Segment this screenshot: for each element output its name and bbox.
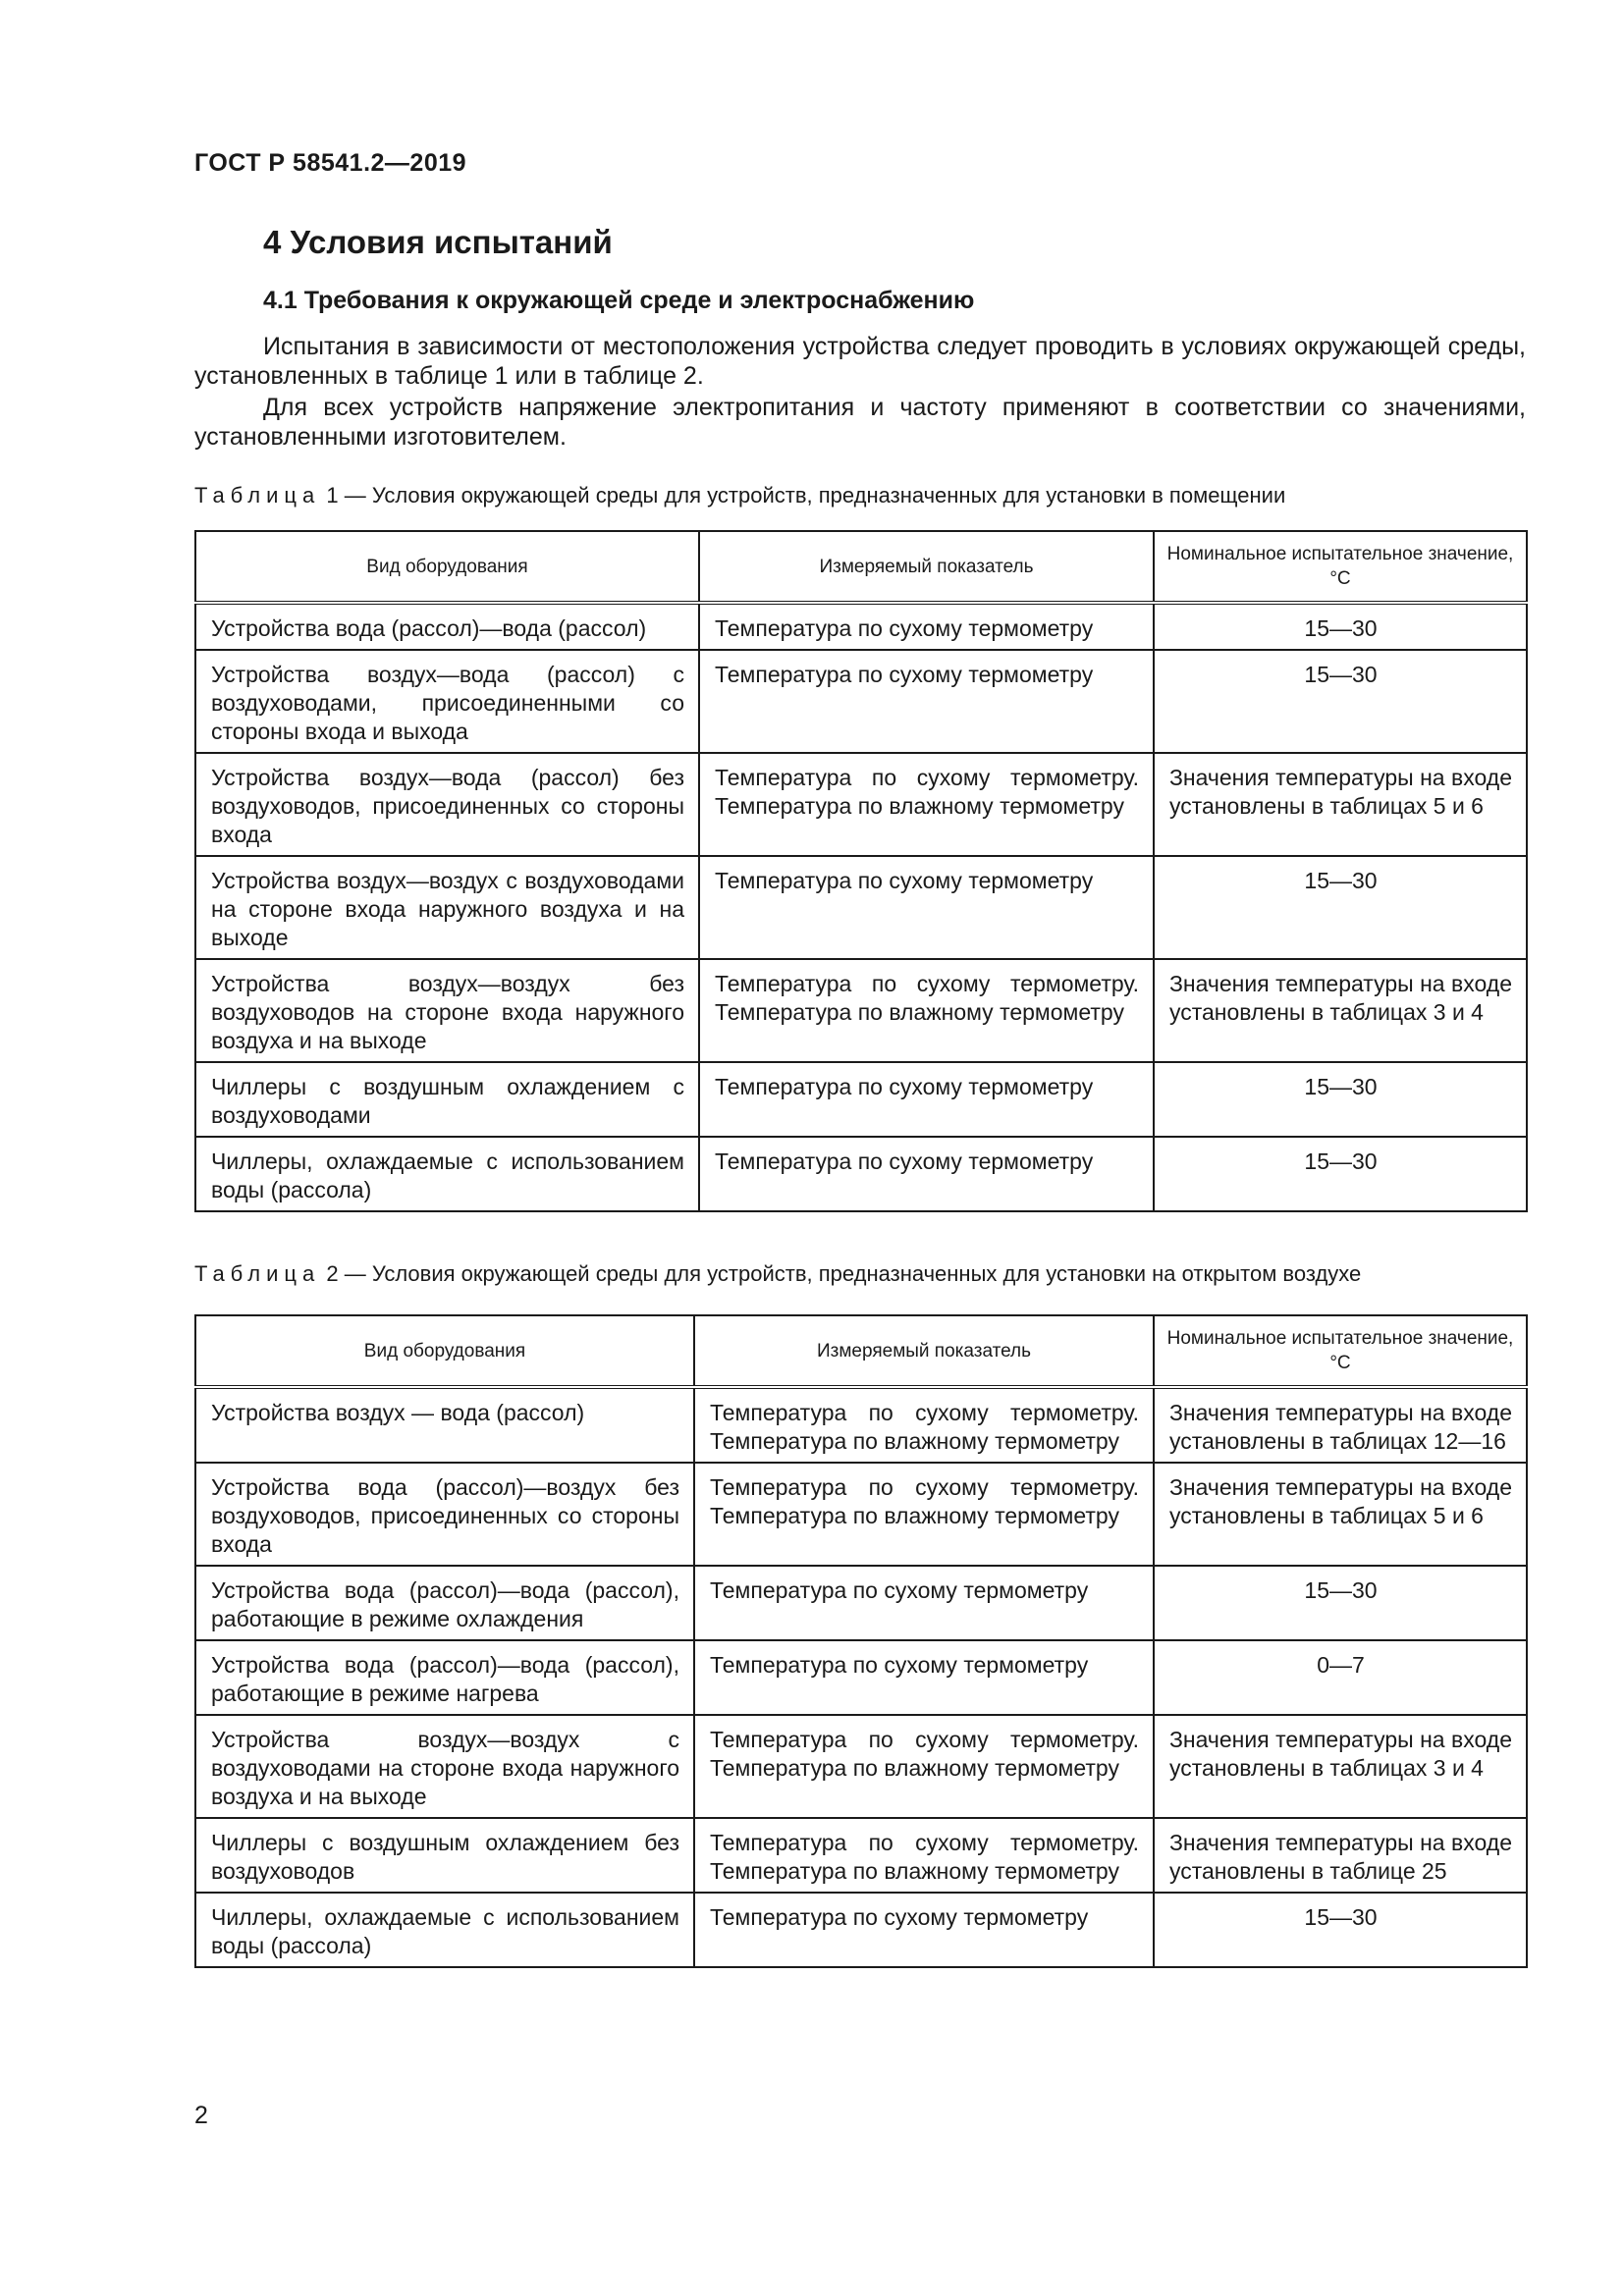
paragraph-2-text: Для всех устройств напряжение электропитания и частоту применяют в соответствии со значениями, установленными изготовителем. xyxy=(194,394,1526,451)
equipment-type-cell: Чиллеры с воздушным охлаждением без воздуховодов xyxy=(195,1818,694,1893)
paragraph-1-text: Испытания в зависимости от местоположения устройства следует проводить в условиях окружающей среды, установленных в таблице 1 или в таблице 2. xyxy=(194,333,1526,390)
table-row xyxy=(195,1062,1527,1137)
nominal-value-cell: Значения температуры на входе установлены в таблицах 5 и 6 xyxy=(1154,753,1527,856)
equipment-type-cell: Устройства воздух—воздух с воздуховодами на стороне входа наружного воздуха и на выходе xyxy=(195,856,699,959)
nominal-value-cell: Значения температуры на входе установлены в таблицах 12—16 xyxy=(1154,1387,1527,1463)
equipment-type-cell: Чиллеры, охлаждаемые с использованием воды (рассола) xyxy=(195,1137,699,1211)
equipment-type-cell: Устройства вода (рассол)—воздух без воздуховодов, присоединенных со стороны входа xyxy=(195,1463,694,1566)
table-2-label: Таблица xyxy=(194,1261,321,1286)
table-row xyxy=(195,650,1527,753)
nominal-value-cell: 15—30 xyxy=(1154,1566,1527,1640)
table-2 xyxy=(194,1314,1528,1968)
column-header: Номинальное испытательное значение, °С xyxy=(1154,531,1527,603)
table-1-caption xyxy=(194,483,1285,508)
table-row xyxy=(195,1715,1527,1818)
measured-parameter-cell: Температура по сухому термометру xyxy=(694,1566,1154,1640)
table-row xyxy=(195,856,1527,959)
equipment-type-cell: Устройства воздух—вода (рассол) без воздуховодов, присоединенных со стороны входа xyxy=(195,753,699,856)
measured-parameter-cell: Температура по сухому термометру xyxy=(699,1137,1154,1211)
column-header: Вид оборудования xyxy=(195,531,699,603)
measured-parameter-cell: Температура по сухому термометру. Температура по влажному термометру xyxy=(694,1818,1154,1893)
measured-parameter-cell: Температура по сухому термометру xyxy=(699,603,1154,650)
measured-parameter-cell: Температура по сухому термометру. Температура по влажному термометру xyxy=(694,1715,1154,1818)
nominal-value-cell: Значения температуры на входе установлены в таблицах 5 и 6 xyxy=(1154,1463,1527,1566)
table-2-caption xyxy=(194,1261,1361,1287)
paragraph-2 xyxy=(194,393,1526,452)
table-1 xyxy=(194,530,1528,1212)
table-row xyxy=(195,603,1527,650)
document-id-header: ГОСТ Р 58541.2—2019 xyxy=(194,149,467,177)
measured-parameter-cell: Температура по сухому термометру. Температура по влажному термометру xyxy=(699,753,1154,856)
table-header-row xyxy=(195,531,1527,603)
column-header: Измеряемый показатель xyxy=(699,531,1154,603)
table-row xyxy=(195,1893,1527,1967)
table-row xyxy=(195,1137,1527,1211)
nominal-value-cell: 15—30 xyxy=(1154,603,1527,650)
measured-parameter-cell: Температура по сухому термометру xyxy=(699,1062,1154,1137)
subsection-title: 4.1 Требования к окружающей среде и электроснабжению xyxy=(263,287,975,314)
measured-parameter-cell: Температура по сухому термометру xyxy=(699,650,1154,753)
equipment-type-cell: Устройства воздух — вода (рассол) xyxy=(195,1387,694,1463)
measured-parameter-cell: Температура по сухому термометру. Температура по влажному термометру xyxy=(694,1463,1154,1566)
equipment-type-cell: Устройства воздух—воздух с воздуховодами на стороне входа наружного воздуха и на выходе xyxy=(195,1715,694,1818)
measured-parameter-cell: Температура по сухому термометру xyxy=(699,856,1154,959)
equipment-type-cell: Устройства вода (рассол)—вода (рассол), работающие в режиме нагрева xyxy=(195,1640,694,1715)
table-row xyxy=(195,1566,1527,1640)
nominal-value-cell: 15—30 xyxy=(1154,1062,1527,1137)
measured-parameter-cell: Температура по сухому термометру xyxy=(694,1893,1154,1967)
table-row xyxy=(195,1818,1527,1893)
column-header: Номинальное испытательное значение, °С xyxy=(1154,1315,1527,1387)
measured-parameter-cell: Температура по сухому термометру. Температура по влажному термометру xyxy=(699,959,1154,1062)
table-row xyxy=(195,753,1527,856)
equipment-type-cell: Чиллеры с воздушным охлаждением с воздуховодами xyxy=(195,1062,699,1137)
column-header: Измеряемый показатель xyxy=(694,1315,1154,1387)
equipment-type-cell: Устройства вода (рассол)—вода (рассол) xyxy=(195,603,699,650)
table-row xyxy=(195,1463,1527,1566)
table-row xyxy=(195,1640,1527,1715)
nominal-value-cell: 15—30 xyxy=(1154,1893,1527,1967)
nominal-value-cell: 15—30 xyxy=(1154,856,1527,959)
equipment-type-cell: Устройства воздух—воздух без воздуховодов на стороне входа наружного воздуха и на выходе xyxy=(195,959,699,1062)
column-header: Вид оборудования xyxy=(195,1315,694,1387)
measured-parameter-cell: Температура по сухому термометру xyxy=(694,1640,1154,1715)
paragraph-1 xyxy=(194,332,1526,391)
nominal-value-cell: 15—30 xyxy=(1154,1137,1527,1211)
equipment-type-cell: Устройства вода (рассол)—вода (рассол), работающие в режиме охлаждения xyxy=(195,1566,694,1640)
nominal-value-cell: Значения температуры на входе установлены в таблицах 3 и 4 xyxy=(1154,959,1527,1062)
table-1-label: Таблица xyxy=(194,483,321,507)
page-number: 2 xyxy=(194,2102,208,2129)
table-1-caption-text: 1 — Условия окружающей среды для устройств, предназначенных для установки в помещении xyxy=(320,483,1286,507)
equipment-type-cell: Устройства воздух—вода (рассол) с воздуховодами, присоединенными со стороны входа и выхода xyxy=(195,650,699,753)
equipment-type-cell: Чиллеры, охлаждаемые с использованием воды (рассола) xyxy=(195,1893,694,1967)
section-title: 4 Условия испытаний xyxy=(263,224,613,260)
nominal-value-cell: 15—30 xyxy=(1154,650,1527,753)
table-2-caption-text: 2 — Условия окружающей среды для устройств, предназначенных для установки на открытом воздухе xyxy=(320,1261,1362,1286)
nominal-value-cell: 0—7 xyxy=(1154,1640,1527,1715)
measured-parameter-cell: Температура по сухому термометру. Температура по влажному термометру xyxy=(694,1387,1154,1463)
nominal-value-cell: Значения температуры на входе установлены в таблицах 3 и 4 xyxy=(1154,1715,1527,1818)
table-header-row xyxy=(195,1315,1527,1387)
table-row xyxy=(195,959,1527,1062)
nominal-value-cell: Значения температуры на входе установлены в таблице 25 xyxy=(1154,1818,1527,1893)
table-row xyxy=(195,1387,1527,1463)
